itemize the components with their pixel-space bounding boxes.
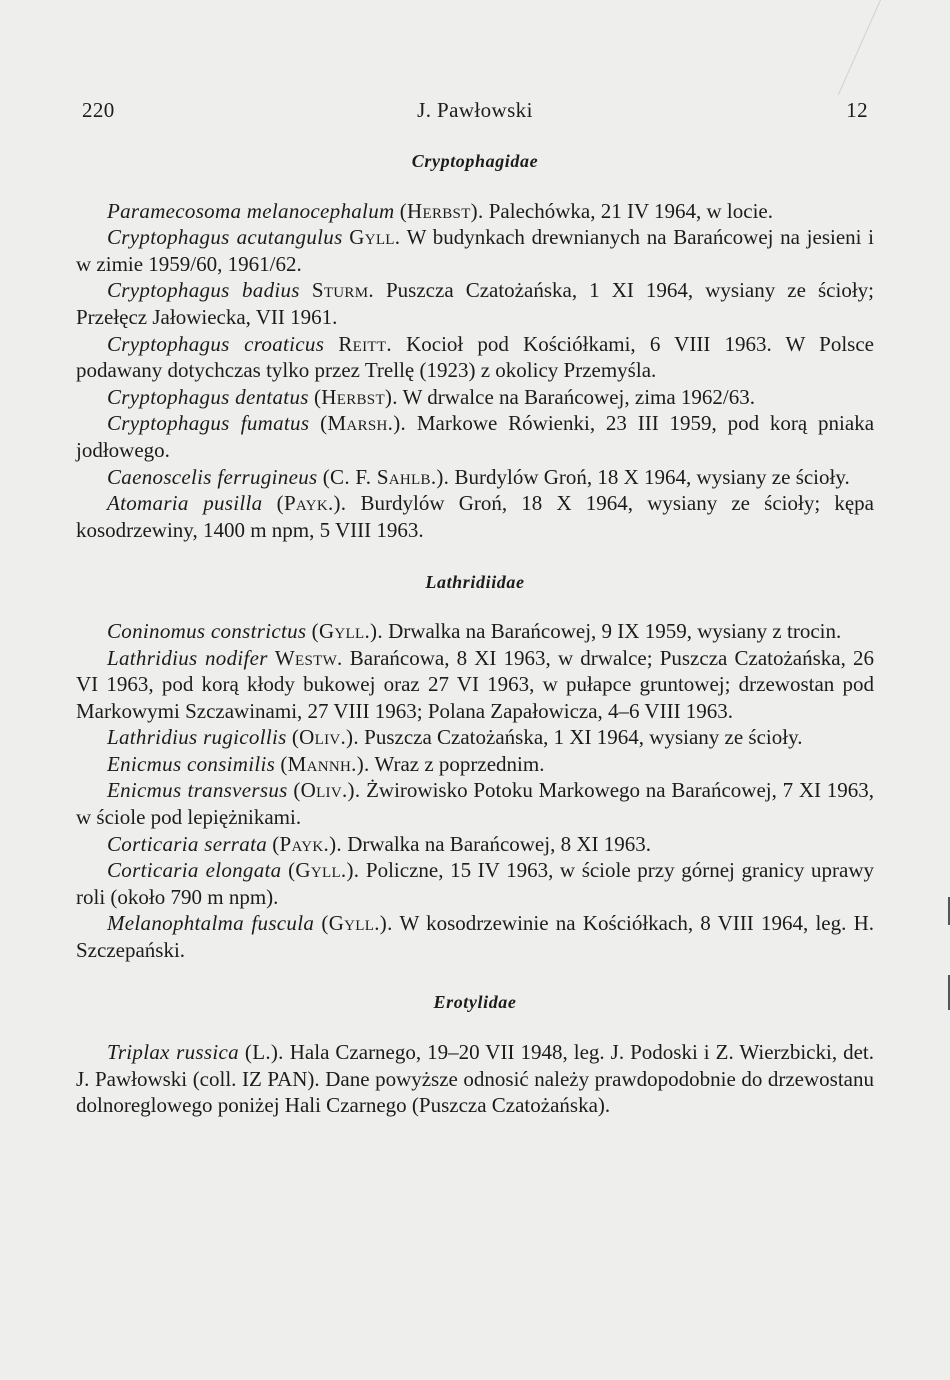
species-entry bbox=[76, 724, 874, 751]
species-author: (Gyll.). bbox=[288, 858, 360, 883]
species-entry bbox=[76, 751, 874, 778]
species-entry bbox=[76, 1039, 874, 1119]
entry-text: W budynkach drewnianych na Barańcowej na jesieni i w zimie 1959/60, 1961/62. bbox=[76, 225, 875, 276]
species-name: Corticaria serrata bbox=[107, 831, 267, 856]
species-name: Cryptophagus fumatus bbox=[107, 411, 310, 436]
family-heading: Erotylidae bbox=[433, 991, 517, 1012]
entry-text: Burdylów Groń, 18 X 1964, wysiany ze ścioły; kępa kosodrzewiny, 1400 m npm, 5 VIII 1963. bbox=[76, 491, 874, 542]
running-author: J. Pawłowski bbox=[417, 98, 533, 122]
species-name: Cryptophagus croaticus bbox=[107, 331, 325, 356]
species-name: Melanophtalma fuscula bbox=[107, 911, 315, 936]
article-body bbox=[76, 148, 874, 1119]
species-author: (Oliv.). bbox=[291, 725, 359, 750]
species-entry bbox=[76, 410, 874, 463]
species-author: (Gyll.). bbox=[321, 911, 393, 936]
species-entry bbox=[76, 831, 874, 858]
species-author: Reitt. bbox=[338, 331, 392, 356]
species-entry bbox=[76, 384, 874, 411]
entry-text: Policzne, 15 IV 1963, w ściole przy górnej granicy uprawy roli (około 790 m npm). bbox=[76, 858, 875, 909]
species-name: Cryptophagus acutangulus bbox=[107, 225, 343, 250]
entry-text: Barańcowa, 8 XI 1963, w drwalce; Puszcza Czatożańska, 26 VI 1963, pod korą kłody bukowej oraz 27 VI 1963, w pułapce gruntowej; drzewostan pod Markowymi Szczawinami, 27 VIII 1963; Polana Zapałowicza, 4–6 VIII 1963. bbox=[76, 645, 875, 723]
species-name: Cryptophagus dentatus bbox=[107, 384, 309, 409]
entry-text: Markowe Rówienki, 23 III 1959, pod korą pniaka jodłowego. bbox=[76, 411, 875, 462]
entry-text: Hala Czarnego, 19–20 VII 1948, leg. J. Podoski i Z. Wierzbicki, det. J. Pawłowski (coll. IZ PAN). Dane powyższe odnosić należy prawdopodobnie do drzewostanu dolnoreglowego poniżej Hali Czarnego (Puszcza Czatożańska). bbox=[76, 1040, 874, 1118]
species-entry bbox=[76, 645, 874, 725]
species-entry bbox=[76, 857, 874, 910]
species-author: (Mannh.). bbox=[280, 751, 370, 776]
paper-fold-line bbox=[838, 0, 941, 95]
species-entry bbox=[76, 910, 874, 963]
species-entry bbox=[76, 490, 874, 543]
entry-text: Wraz z poprzednim. bbox=[369, 751, 545, 776]
entry-text: Puszcza Czatożańska, 1 XI 1964, wysiany ze ścioły. bbox=[358, 725, 803, 750]
species-author: (Marsh.). bbox=[320, 411, 407, 436]
species-name: Lathridius rugicollis bbox=[107, 725, 287, 750]
species-author: Gyll. bbox=[349, 225, 401, 250]
species-entry bbox=[76, 618, 874, 645]
entry-text: Drwalka na Barańcowej, 9 IX 1959, wysiany z trocin. bbox=[382, 618, 842, 643]
article-page-number: 12 bbox=[846, 98, 868, 122]
species-author: Westw. bbox=[274, 645, 343, 670]
entry-text: W drwalce na Barańcowej, zima 1962/63. bbox=[397, 384, 756, 409]
family-heading: Cryptophagidae bbox=[411, 151, 539, 171]
species-name: Lathridius nodifer bbox=[107, 645, 268, 670]
species-author: (Payk.). bbox=[272, 831, 342, 856]
entry-text: Żwirowisko Potoku Markowego na Barańcowej, 7 XI 1963, w ściole pod lepiężnikami. bbox=[76, 778, 874, 830]
family-heading: Lathridiidae bbox=[425, 572, 525, 593]
species-entry bbox=[76, 224, 874, 277]
species-author: Sturm. bbox=[311, 278, 374, 303]
entry-text: W kosodrzewinie na Kościółkach, 8 VIII 1964, leg. H. Szczepański. bbox=[76, 911, 875, 963]
entry-text: Kocioł pod Kościółkami, 6 VIII 1963. W Polsce podawany dotychczas tylko przez Trellę (1923) z okolicy Przemyśla. bbox=[76, 331, 874, 383]
species-author: (Herbst). bbox=[399, 198, 484, 223]
species-entry bbox=[76, 464, 874, 491]
entry-text: Puszcza Czatożańska, 1 XI 1964, wysiany ze ścioły; Przełęcz Jałowiecka, VII 1961. bbox=[76, 278, 875, 329]
species-author: (C. F. Sahlb.). bbox=[322, 464, 450, 489]
species-author: (Herbst). bbox=[313, 384, 398, 409]
page-number: 220 bbox=[82, 98, 115, 122]
species-name: Atomaria pusilla bbox=[107, 491, 263, 516]
species-author: (Payk.). bbox=[276, 491, 347, 516]
species-entry bbox=[76, 198, 874, 225]
species-name: Triplax russica bbox=[107, 1040, 239, 1065]
species-name: Corticaria elongata bbox=[107, 858, 282, 883]
species-name: Caenoscelis ferrugineus bbox=[107, 464, 318, 489]
species-entry bbox=[76, 331, 874, 384]
species-author: (Gyll.). bbox=[311, 618, 383, 643]
species-author: (L.). bbox=[244, 1040, 284, 1065]
species-author: (Oliv.). bbox=[293, 778, 361, 803]
running-header bbox=[0, 98, 950, 128]
species-name: Cryptophagus badius bbox=[107, 278, 300, 303]
entry-text: Palechówka, 21 IV 1964, w locie. bbox=[483, 198, 773, 223]
entry-text: Burdylów Groń, 18 X 1964, wysiany ze ścioły. bbox=[449, 464, 850, 489]
species-name: Coninomus constrictus bbox=[107, 618, 307, 643]
species-name: Enicmus transversus bbox=[107, 778, 288, 803]
species-entry bbox=[76, 777, 874, 830]
entry-text: Drwalka na Barańcowej, 8 XI 1963. bbox=[341, 831, 652, 856]
species-entry bbox=[76, 277, 874, 330]
species-name: Paramecosoma melanocephalum bbox=[107, 198, 395, 223]
species-name: Enicmus consimilis bbox=[107, 751, 276, 776]
